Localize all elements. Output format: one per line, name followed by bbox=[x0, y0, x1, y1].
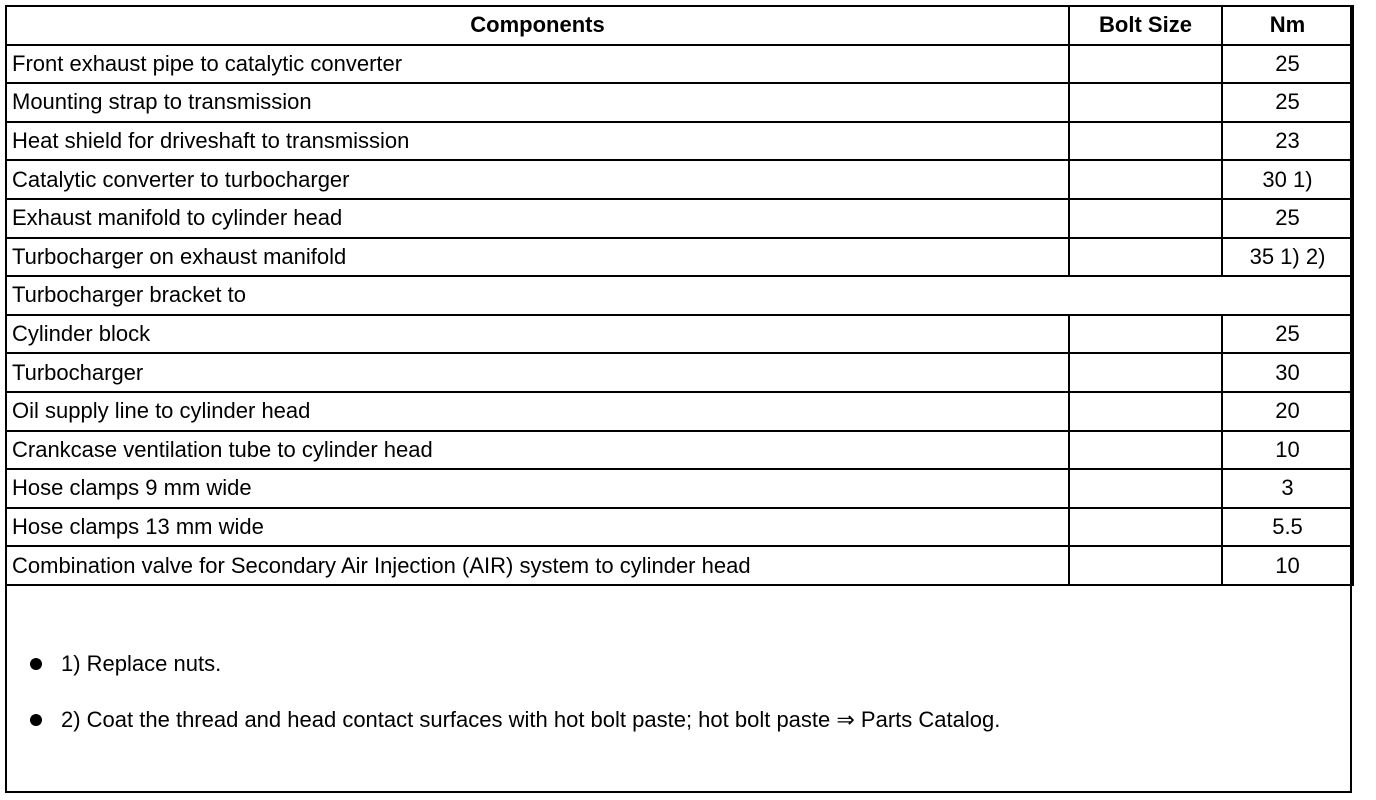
bolt-size-cell bbox=[1069, 469, 1222, 508]
table-row-group-heading bbox=[6, 276, 1353, 315]
table-row bbox=[6, 315, 1353, 354]
bolt-size-cell bbox=[1069, 45, 1222, 84]
torque-cell: 5.5 bbox=[1222, 508, 1353, 547]
table-row bbox=[6, 392, 1353, 431]
component-cell: Front exhaust pipe to catalytic converter bbox=[6, 45, 1069, 84]
torque-cell: 3 bbox=[1222, 469, 1353, 508]
component-cell: Mounting strap to transmission bbox=[6, 83, 1069, 122]
bolt-size-cell bbox=[1069, 508, 1222, 547]
table-row bbox=[6, 122, 1353, 161]
bolt-size-cell bbox=[1069, 431, 1222, 470]
torque-cell: 25 bbox=[1222, 199, 1353, 238]
torque-cell: 20 bbox=[1222, 392, 1353, 431]
header-nm: Nm bbox=[1222, 6, 1353, 45]
component-cell: Combination valve for Secondary Air Injection (AIR) system to cylinder head bbox=[6, 546, 1069, 585]
component-cell: Hose clamps 9 mm wide bbox=[6, 469, 1069, 508]
footnote-text: 2) Coat the thread and head contact surfaces with hot bolt paste; hot bolt paste ⇒ Parts Catalog. bbox=[61, 707, 1001, 732]
torque-cell: 23 bbox=[1222, 122, 1353, 161]
footnotes bbox=[30, 651, 1330, 763]
torque-spec-table bbox=[5, 5, 1354, 586]
header-bolt-size: Bolt Size bbox=[1069, 6, 1222, 45]
header-components: Components bbox=[6, 6, 1069, 45]
table-row bbox=[6, 83, 1353, 122]
bullet-icon bbox=[30, 658, 42, 670]
table-row bbox=[6, 160, 1353, 199]
component-cell: Turbocharger on exhaust manifold bbox=[6, 238, 1069, 277]
bolt-size-cell bbox=[1069, 238, 1222, 277]
bolt-size-cell bbox=[1069, 315, 1222, 354]
bolt-size-cell bbox=[1069, 392, 1222, 431]
table-row bbox=[6, 353, 1353, 392]
component-cell: Hose clamps 13 mm wide bbox=[6, 508, 1069, 547]
component-cell: Catalytic converter to turbocharger bbox=[6, 160, 1069, 199]
torque-cell: 30 bbox=[1222, 353, 1353, 392]
footnote-item bbox=[30, 707, 1330, 733]
bolt-size-cell bbox=[1069, 546, 1222, 585]
component-cell: Heat shield for driveshaft to transmission bbox=[6, 122, 1069, 161]
bolt-size-cell bbox=[1069, 122, 1222, 161]
torque-cell: 35 1) 2) bbox=[1222, 238, 1353, 277]
component-cell: Turbocharger bbox=[6, 353, 1069, 392]
torque-cell: 25 bbox=[1222, 315, 1353, 354]
torque-cell: 10 bbox=[1222, 546, 1353, 585]
table-row bbox=[6, 546, 1353, 585]
torque-cell: 25 bbox=[1222, 83, 1353, 122]
component-cell: Cylinder block bbox=[6, 315, 1069, 354]
torque-cell: 10 bbox=[1222, 431, 1353, 470]
torque-cell: 25 bbox=[1222, 45, 1353, 84]
bolt-size-cell bbox=[1069, 199, 1222, 238]
bolt-size-cell bbox=[1069, 353, 1222, 392]
component-cell: Crankcase ventilation tube to cylinder head bbox=[6, 431, 1069, 470]
table-row bbox=[6, 469, 1353, 508]
bullet-icon bbox=[30, 714, 42, 726]
torque-cell: 30 1) bbox=[1222, 160, 1353, 199]
component-cell: Exhaust manifold to cylinder head bbox=[6, 199, 1069, 238]
component-cell: Turbocharger bracket to bbox=[6, 276, 1353, 315]
table-row bbox=[6, 45, 1353, 84]
table-row bbox=[6, 431, 1353, 470]
bolt-size-cell bbox=[1069, 160, 1222, 199]
header-row bbox=[6, 6, 1353, 45]
footnote-item bbox=[30, 651, 1330, 677]
footnote-text: 1) Replace nuts. bbox=[61, 651, 222, 676]
component-cell: Oil supply line to cylinder head bbox=[6, 392, 1069, 431]
table-row bbox=[6, 199, 1353, 238]
bolt-size-cell bbox=[1069, 83, 1222, 122]
table-row bbox=[6, 508, 1353, 547]
table-row bbox=[6, 238, 1353, 277]
